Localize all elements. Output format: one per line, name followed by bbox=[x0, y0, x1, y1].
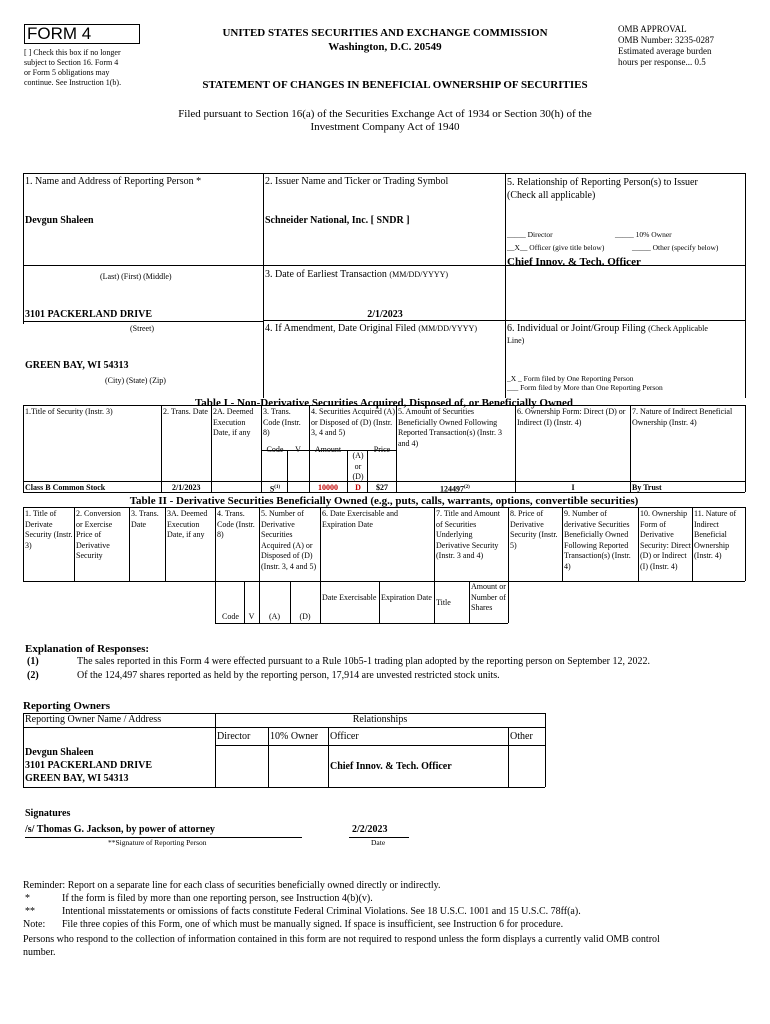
form-title: FORM 4 bbox=[24, 24, 140, 44]
footnote-note-mark: Note: bbox=[23, 919, 46, 930]
t2-h-number: 5. Number of Derivative Securities Acquired (A) or Disposed of (D) (Instr. 3, 4 and 5) bbox=[261, 509, 317, 571]
owner-name-address: Devgun Shaleen 3101 PACKERLAND DRIVE GREEN BAY, WI 54313 bbox=[25, 747, 153, 784]
t1-sub-amount: Amount bbox=[314, 445, 342, 454]
box6-label: 6. Individual or Joint/Group Filing (Check Applicable Line) bbox=[507, 323, 708, 345]
officer-checkbox[interactable]: __X__ Officer (give title below) bbox=[507, 243, 605, 252]
explanation-heading: Explanation of Responses: bbox=[25, 643, 150, 655]
t2-sub-d: (D) bbox=[299, 612, 311, 621]
t2-sub-title: Title bbox=[436, 598, 451, 607]
signer-name: /s/ Thomas G. Jackson, by power of attorney bbox=[25, 824, 215, 835]
t1-row-owned: 124497$^{(2)}$ bbox=[440, 484, 470, 494]
explanation-text-1: The sales reported in this Form 4 were effected pursuant to a Rule 10b5-1 trading plan adopted by the reporting person on September 12, 2022. bbox=[77, 656, 651, 667]
signature-date: 2/2/2023 bbox=[352, 824, 388, 835]
t1-row-form: I bbox=[571, 483, 575, 492]
other-checkbox[interactable]: _____ Other (specify below) bbox=[632, 243, 719, 252]
issuer-name: Schneider National, Inc. [ SNDR ] bbox=[265, 215, 410, 226]
t1-row-date: 2/1/2023 bbox=[172, 483, 201, 492]
t2-sub-amount: Amount or Number of Shares bbox=[471, 582, 506, 612]
owners-col-name: Reporting Owner Name / Address bbox=[25, 714, 162, 725]
ten-percent-owner-checkbox[interactable]: _____ 10% Owner bbox=[615, 230, 672, 239]
box2-label: 2. Issuer Name and Ticker or Trading Symbol bbox=[265, 176, 449, 187]
owners-col-officer: Officer bbox=[330, 731, 359, 742]
t2-h-conversion: 2. Conversion or Exercise Price of Derivative Security bbox=[76, 509, 121, 560]
t1-h-ownership: 6. Ownership Form: Direct (D) or Indirect (I) (Instr. 4) bbox=[517, 407, 626, 427]
commission-location: Washington, D.C. 20549 bbox=[328, 41, 442, 53]
t2-h-exercisable: 6. Date Exercisable and Expiration Date bbox=[322, 509, 398, 529]
t2-sub-v: V bbox=[248, 612, 255, 621]
reminder: Reminder: Report on a separate line for each class of securities beneficially owned directly or indirectly. bbox=[23, 880, 441, 891]
checkbox-note: [ ] Check this box if no longer subject to Section 16. Form 4 or Form 5 obligations may continue. See Instruction 1(b). bbox=[24, 48, 122, 87]
explanation-num-2: (2) bbox=[27, 670, 39, 681]
t2-h-date: 3. Trans. Date bbox=[131, 509, 159, 529]
footnote-star-mark: * bbox=[25, 893, 30, 904]
t1-row-amount: 10000 bbox=[318, 483, 338, 492]
owners-col-ten-percent: 10% Owner bbox=[270, 731, 319, 742]
box1-label: 1. Name and Address of Reporting Person * bbox=[25, 176, 202, 187]
omb-notice: Persons who respond to the collection of information contained in this form are not required to respond unless the form displays a currently valid OMB control number. bbox=[23, 934, 660, 958]
t1-h-code: 3. Trans. Code (Instr. 8) bbox=[263, 407, 301, 437]
filed-by-one-option[interactable]: _X _ Form filed by One Reporting Person bbox=[507, 374, 634, 383]
t2-sub-expiration: Expiration Date bbox=[381, 593, 432, 602]
footnote-note: File three copies of this Form, one of which must be manually signed. If space is insufficient, see Instruction 6 for procedure. bbox=[62, 919, 564, 930]
signature-date-label: Date bbox=[371, 838, 386, 847]
filed-by-more-option[interactable]: ___ Form filed by More than One Reporting Person bbox=[507, 383, 663, 392]
statement-title: STATEMENT OF CHANGES IN BENEFICIAL OWNERSHIP OF SECURITIES bbox=[202, 79, 588, 91]
box3-label: 3. Date of Earliest Transaction (MM/DD/YYYY) bbox=[265, 269, 449, 280]
street-label: (Street) bbox=[130, 324, 154, 333]
t2-h-code: 4. Trans. Code (Instr. 8) bbox=[217, 509, 255, 539]
t1-row-security: Class B Common Stock bbox=[25, 483, 106, 492]
director-checkbox[interactable]: _____ Director bbox=[507, 230, 553, 239]
explanation-text-2: Of the 124,497 shares reported as held by the reporting person, 17,914 are unvested restricted stock units. bbox=[77, 670, 500, 681]
t2-h-title: 1. Title of Derivate Security (Instr. 3) bbox=[25, 509, 73, 550]
reporting-person-city: GREEN BAY, WI 54313 bbox=[25, 360, 129, 371]
t1-h-amount: 5. Amount of Securities Beneficially Owned Following Reported Transaction(s) (Instr. 3 and 4) bbox=[398, 407, 502, 448]
t2-sub-a: (A) bbox=[268, 612, 281, 621]
t1-row-price: $27 bbox=[376, 483, 388, 492]
city-label: (City) (State) (Zip) bbox=[105, 376, 166, 385]
t2-h-owned: 9. Number of derivative Securities Beneficially Owned Following Reported Transaction(s) (Instr. 4) bbox=[564, 509, 631, 571]
t2-h-form: 10. Ownership Form of Derivative Security: Direct (D) or Indirect (I) (Instr. 4) bbox=[640, 509, 691, 571]
t2-h-price: 8. Price of Derivative Security (Instr. 5) bbox=[510, 509, 558, 550]
t2-h-nature: 11. Nature of Indirect Beneficial Ownership (Instr. 4) bbox=[694, 509, 737, 560]
t2-h-underlying: 7. Title and Amount of Securities Underlying Derivative Security (Instr. 3 and 4) bbox=[436, 509, 501, 560]
owners-heading: Reporting Owners bbox=[23, 700, 111, 712]
t1-h-title: 1.Title of Security (Instr. 3) bbox=[25, 407, 113, 416]
t1-sub-price: Price bbox=[373, 445, 391, 454]
footnote-star: If the form is filed by more than one reporting person, see Instruction 4(b)(v). bbox=[62, 893, 373, 904]
t2-sub-date-exercisable: Date Exercisable bbox=[322, 593, 377, 602]
t1-row-code: $S^{(1)}$ bbox=[269, 484, 281, 494]
name-parts-label: (Last) (First) (Middle) bbox=[100, 272, 172, 281]
reporting-person-name: Devgun Shaleen bbox=[25, 215, 94, 226]
footnote-double-star: Intentional misstatements or omissions of facts constitute Federal Criminal Violations. See 18 U.S.C. 1001 and 15 U.S.C. 78ff(a). bbox=[62, 906, 581, 917]
owner-officer-title: Chief Innov. & Tech. Officer bbox=[330, 761, 452, 772]
owners-col-other: Other bbox=[510, 731, 533, 742]
owners-col-relationships: Relationships bbox=[352, 714, 408, 725]
t1-h-date: 2. Trans. Date bbox=[163, 407, 208, 416]
t2-h-deemed: 3A. Deemed Execution Date, if any bbox=[167, 509, 208, 539]
t1-h-deemed: 2A. Deemed Execution Date, if any bbox=[213, 407, 254, 437]
signatures-heading: Signatures bbox=[25, 808, 71, 819]
signature-label: **Signature of Reporting Person bbox=[108, 838, 207, 847]
officer-title: Chief Innov. & Tech. Officer bbox=[507, 256, 641, 268]
footnote-double-star-mark: ** bbox=[25, 906, 35, 917]
t1-sub-aord: (A) or (D) bbox=[352, 451, 364, 481]
commission-name: UNITED STATES SECURITIES AND EXCHANGE COMMISSION bbox=[222, 27, 548, 39]
t1-sub-v: V bbox=[295, 445, 301, 454]
t1-row-nature: By Trust bbox=[632, 483, 662, 492]
filed-pursuant: Filed pursuant to Section 16(a) of the Securities Exchange Act of 1934 or Section 30(h) of the Investment Company Act of 1940 bbox=[178, 108, 592, 133]
t2-sub-code: Code bbox=[222, 612, 239, 621]
earliest-transaction-date: 2/1/2023 bbox=[367, 309, 403, 320]
t1-h-nature: 7. Nature of Indirect Beneficial Ownership (Instr. 4) bbox=[632, 407, 733, 427]
table1-title: Table I - Non-Derivative Securities Acquired, Disposed of, or Beneficially Owned bbox=[194, 397, 574, 409]
table2-title: Table II - Derivative Securities Beneficially Owned (e.g., puts, calls, warrants, options, convertible securities) bbox=[129, 495, 639, 507]
owners-col-director: Director bbox=[217, 731, 251, 742]
t1-h-acquired: 4. Securities Acquired (A) or Disposed of (D) (Instr. 3, 4 and 5) bbox=[311, 407, 395, 437]
reporting-person-street: 3101 PACKERLAND DRIVE bbox=[25, 309, 153, 320]
t1-row-aord: D bbox=[355, 483, 361, 492]
t1-sub-code: Code bbox=[266, 445, 284, 454]
box5-label: 5. Relationship of Reporting Person(s) to Issuer (Check all applicable) bbox=[507, 177, 698, 201]
box4-label: 4. If Amendment, Date Original Filed (MM/DD/YYYY) bbox=[265, 323, 477, 334]
omb-approval: OMB APPROVAL OMB Number: 3235-0287 Estimated average burden hours per response... 0.5 bbox=[618, 24, 714, 67]
explanation-num-1: (1) bbox=[27, 656, 39, 667]
